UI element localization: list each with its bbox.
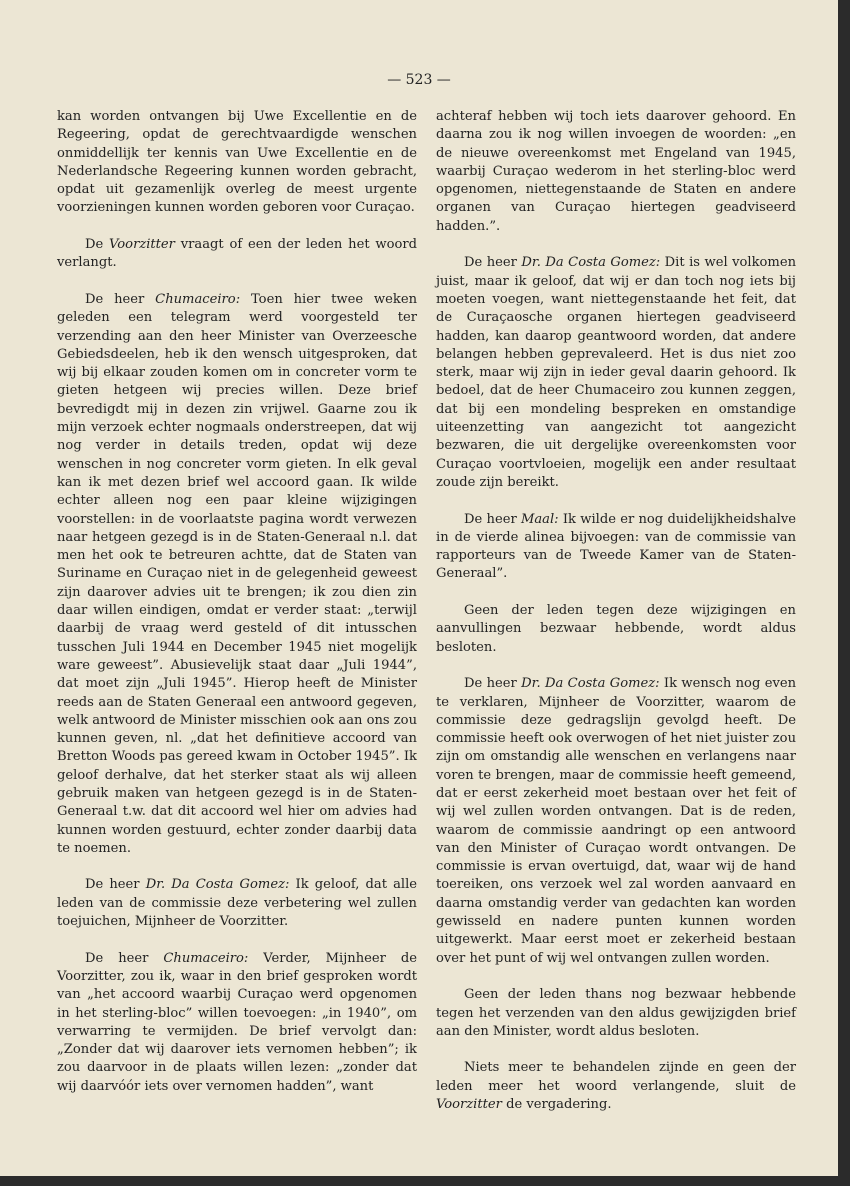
speaker-name: Dr. Da Costa Gomez: xyxy=(521,255,661,271)
speaker-name: Dr. Da Costa Gomez: xyxy=(521,676,660,692)
paragraph: De Voorzitter vraagt of een der leden het woord verlangt. xyxy=(57,237,417,271)
paragraph: Geen der leden thans nog bezwaar hebbende tegen het verzenden van den aldus gewijzigden brief aan den Minister, wordt aldus besloten. xyxy=(436,987,796,1039)
speaker-name: Maal: xyxy=(520,511,559,527)
speaker-name: Dr. Da Costa Gomez: xyxy=(145,877,290,893)
paragraph: Geen der leden tegen deze wijzigingen en aanvullingen bezwaar hebbende, wordt aldus besloten. xyxy=(436,603,796,655)
left-column xyxy=(57,108,417,1114)
paragraph: kan worden ontvangen bij Uwe Excellentie en de Regeering, opdat de gerechtvaardigde wenschen onmiddellijk ter kennis van Uwe Excellentie en de Nederlandsche Regeering kunnen worden gebracht, opdat uit gezamenlijk overleg de meest urgente voorzieningen kunnen worden geboren voor Curaçao. xyxy=(57,109,417,216)
paragraph: De heer Dr. Da Costa Gomez: Dit is wel volkomen juist, maar ik geloof, dat wij er dan toch nog iets bij moeten voegen, want niettegenstaande het feit, dat de Curaçaosche organen hiertegen geadviseerd hadden, kan daarop geantwoord worden, dat andere belangen hebben geprevaleerd. Het is dus niet zoo sterk, maar wij zijn in ieder geval daarin gehoord. Ik bedoel, dat de heer Chumaceiro zou kunnen zeggen, dat bij een mondeling bespreken en omstandige uiteenzetting van aangezicht tot aangezicht bezwaren, die uit dergelijke overeenkomsten voor Curaçao voortvloeien, mogelijk een ander resultaat zoude zijn bereikt. xyxy=(436,255,797,490)
speaker-name: Chumaceiro: xyxy=(163,950,249,966)
speaker-name: Voorzitter xyxy=(109,237,175,253)
paragraph: achteraf hebben wij toch iets daarover gehoord. En daarna zou ik nog willen invoegen de woorden: „en de nieuwe overeenkomst met Engeland van 1945, waarbij Curaçao wederom in het sterling-bloc werd opgenomen, niettegenstaande de Staten en andere organen van Curaçao hiertegen geadviseerd hadden.”. xyxy=(436,109,796,234)
paragraph: De heer Dr. Da Costa Gomez: Ik geloof, dat alle leden van de commissie deze verbetering wel zullen toejuichen, Mijnheer de Voorzitter. xyxy=(57,877,418,930)
page-number: — 523 — xyxy=(387,72,451,88)
paragraph: Niets meer te behandelen zijnde en geen der leden meer het woord verlangende, sluit de Voorzitter de vergadering. xyxy=(436,1060,796,1113)
speaker-name: Chumaceiro: xyxy=(155,291,241,307)
speaker-name: Voorzitter xyxy=(436,1097,502,1113)
right-column xyxy=(436,108,796,1133)
paragraph: De heer Maal: Ik wilde er nog duidelijkheidshalve in de vierde alinea bijvoegen: van de commissie van rapporteurs van de Tweede Kamer van de Staten-Generaal”. xyxy=(436,511,796,582)
paragraph: De heer Dr. Da Costa Gomez: Ik wensch nog even te verklaren, Mijnheer de Voorzitter, waarom de commissie deze gedragslijn gevolgd heeft. De commissie heeft ook overwogen of het niet juister zou zijn om omstandig alle wenschen en verlangens naar voren te brengen, maar de commissie heeft gemeend, dat er eerst zekerheid moet bestaan over het feit of wij wel zullen worden ontvangen. Dat is de reden, waarom de commissie aandringt op een antwoord van den Minister of Curaçao wordt ontvangen. De commissie is ervan overtuigd, dat, waar wij de hand toereiken, ons verzoek wel zal worden aanvaard en daarna omstandig verder van gedachten kan worden gewisseld en nadere punten kunnen worden uitgewerkt. Maar eerst moet er zekerheid bestaan over het punt of wij wel ontvangen zullen worden. xyxy=(436,676,797,966)
paragraph: De heer Chumaceiro: Verder, Mijnheer de Voorzitter, zou ik, waar in den brief gesproken wordt van „het accoord waarbij Curaçao werd opgenomen in het sterling-bloc” willen toevoegen: „in 1940”, om verwarring te vermijden. De brief vervolgt dan: „Zonder dat wij daarover iets vernomen hebben”; ik zou daarvoor in de plaats willen lezen: „zonder dat wij daarvóór iets over vernomen hadden”, want xyxy=(57,950,417,1094)
paragraph: De heer Chumaceiro: Toen hier twee weken geleden een telegram werd voorgesteld ter verzending aan den heer Minister van Overzeesche Gebiedsdeelen, heb ik den wensch uitgesproken, dat wij bij elkaar zouden komen om in concreter vorm te gieten hetgeen wij precies willen. Deze brief bevredigdt mij in dezen zin vrijwel. Gaarne zou ik mijn verzoek echter nogmaals onderstreepen, dat wij nog verder in details treden, opdat wij deze wenschen in nog concreter vorm gieten. In elk geval kan ik met dezen brief wel accoord gaan. Ik wilde echter alleen nog een paar kleine wijzigingen voorstellen: in de voorlaatste pagina wordt verwezen naar hetgeen gezegd is in de Staten-Generaal n.l. dat men het ook te betreuren achtte, dat de Staten van Suriname en Curaçao niet in de gelegenheid geweest zijn daarover advies uit te brengen; ik zou dien zin daar willen eindigen, omdat er verder staat: „terwijl daarbij de vraag werd gesteld of dit intusschen tusschen Juli 1944 en December 1945 niet mogelijk ware geweest”. Abusievelijk staat daar „Juli 1944”, dat moet zijn „Juli 1945”. Hierop heeft de Minister reeds aan de Staten Generaal een antwoord gegeven, welk antwoord de Minister misschien ook aan ons zou kunnen geven, nl. „dat het definitieve accoord van Bretton Woods pas gereed kwam in October 1945”. Ik geloof derhalve, dat het sterker staat als wij alleen gebruik maken van hetgeen gezegd is in de Staten-Generaal t.w. dat dit accoord wel hier om advies had kunnen worden gestuurd, echter zonder daarbij data te noemen. xyxy=(57,291,418,856)
